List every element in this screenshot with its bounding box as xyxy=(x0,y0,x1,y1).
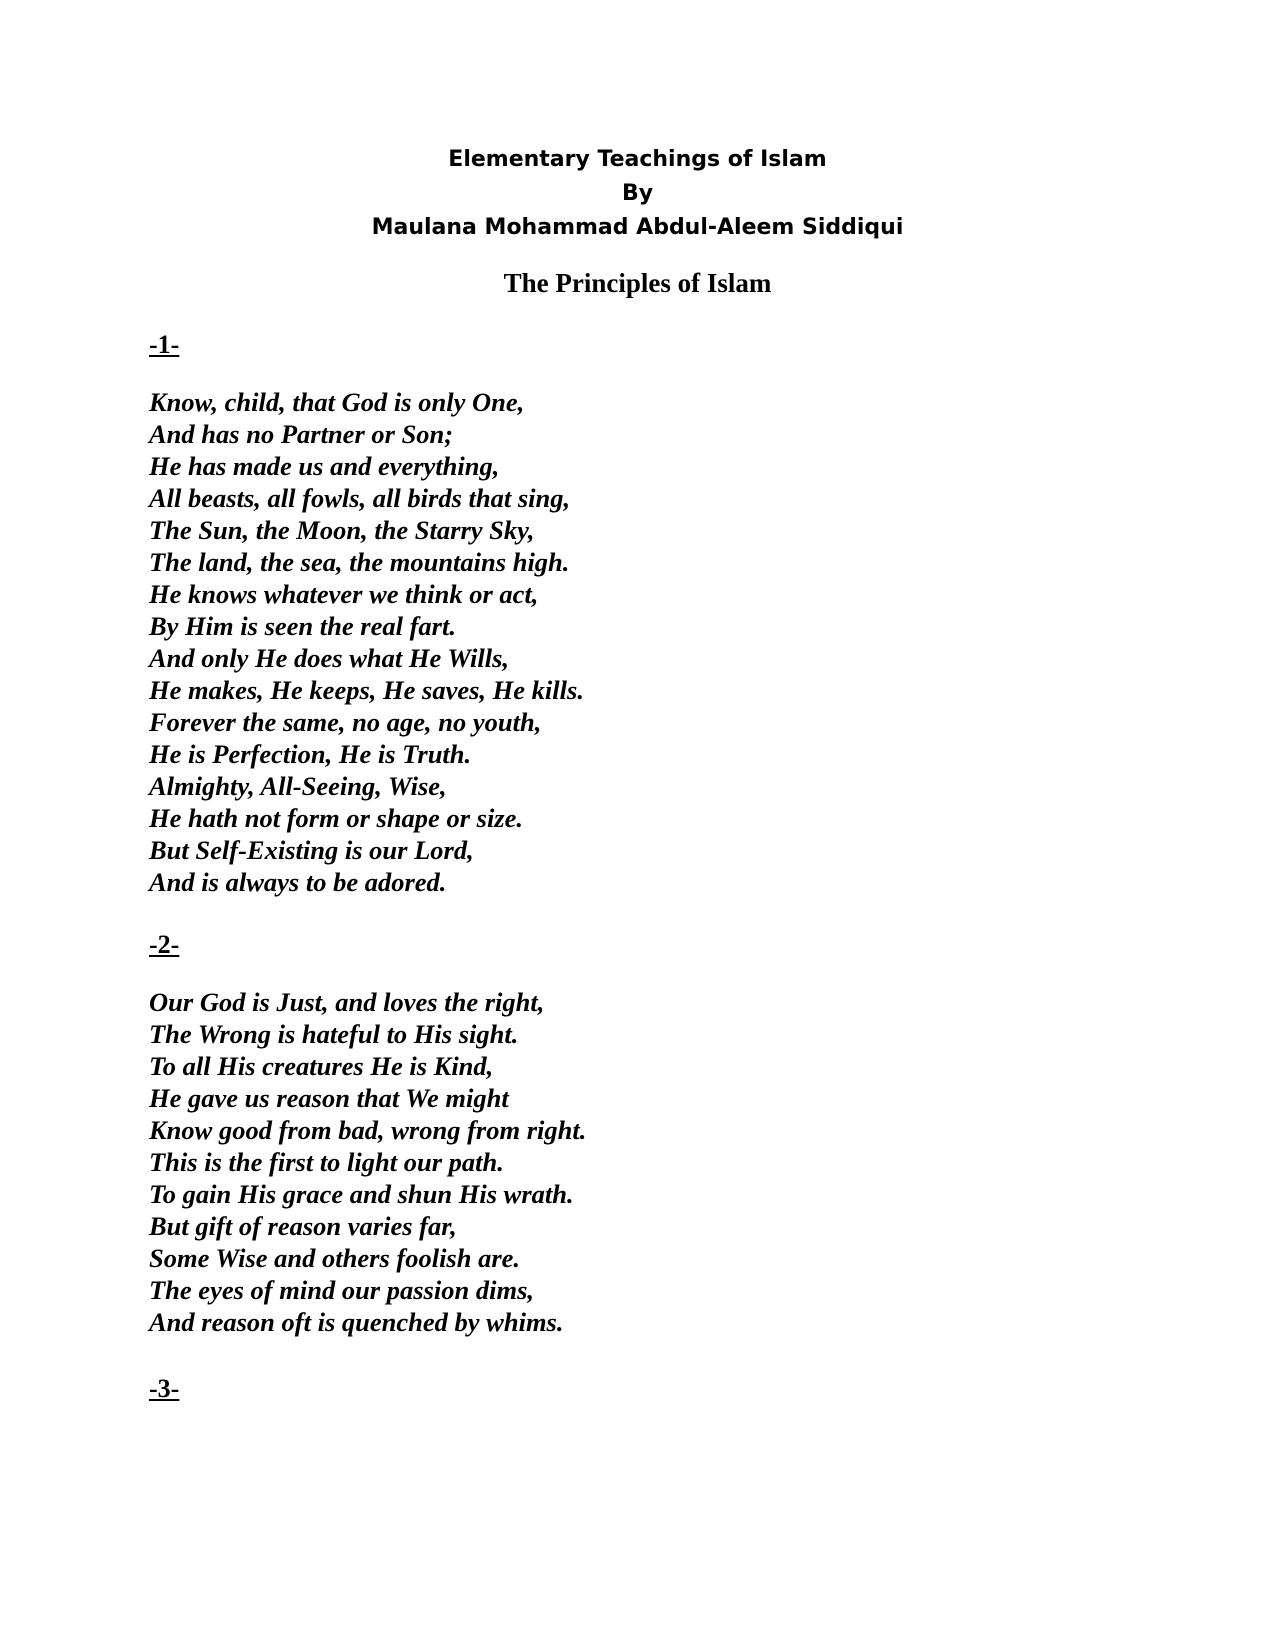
verse-line: He has made us and everything, xyxy=(149,451,500,481)
verse-line: And only He does what He Wills, xyxy=(149,643,510,673)
section-number-1: -1- xyxy=(149,330,180,359)
verse-line: And has no Partner or Son; xyxy=(149,419,454,449)
verse-line: The eyes of mind our passion dims, xyxy=(149,1275,535,1305)
verse-line: To all His creatures He is Kind, xyxy=(149,1051,494,1081)
verse-line: And reason oft is quenched by whims. xyxy=(149,1307,564,1337)
verse-line: The Sun, the Moon, the Starry Sky, xyxy=(149,515,535,545)
author-name: Maulana Mohammad Abdul-Aleem Siddiqui xyxy=(371,215,904,240)
verse-line: To gain His grace and shun His wrath. xyxy=(149,1179,574,1209)
verse-line: He gave us reason that We might xyxy=(149,1083,509,1113)
verse-line: He is Perfection, He is Truth. xyxy=(149,739,472,769)
verse-line: He hath not form or shape or size. xyxy=(149,803,524,833)
verse-line: Forever the same, no age, no youth, xyxy=(149,707,542,737)
byline: By xyxy=(621,181,654,206)
document-title: Elementary Teachings of Islam xyxy=(448,147,827,172)
verse-line: But Self-Existing is our Lord, xyxy=(149,835,474,865)
verse-line: Know, child, that God is only One, xyxy=(149,387,525,417)
verse-line: The land, the sea, the mountains high. xyxy=(149,547,570,577)
verse-line: But gift of reason varies far, xyxy=(149,1211,457,1241)
stanza-2 xyxy=(149,986,586,1338)
verse-line: Our God is Just, and loves the right, xyxy=(149,987,545,1017)
verse-line: He makes, He keeps, He saves, He kills. xyxy=(149,675,584,705)
verse-line: Some Wise and others foolish are. xyxy=(149,1243,521,1273)
verse-line: All beasts, all fowls, all birds that sing, xyxy=(149,483,571,513)
verse-line: The Wrong is hateful to His sight. xyxy=(149,1019,519,1049)
document-header xyxy=(0,143,1275,245)
verse-line: Almighty, All-Seeing, Wise, xyxy=(149,771,447,801)
section-number-3: -3- xyxy=(149,1374,180,1403)
stanza-1 xyxy=(149,386,584,898)
verse-line: And is always to be adored. xyxy=(149,867,447,897)
section-heading: The Principles of Islam xyxy=(503,268,772,298)
verse-line: Know good from bad, wrong from right. xyxy=(149,1115,587,1145)
verse-line: This is the first to light our path. xyxy=(149,1147,504,1177)
verse-line: By Him is seen the real fart. xyxy=(149,611,456,641)
section-number-2: -2- xyxy=(149,930,180,959)
verse-line: He knows whatever we think or act, xyxy=(149,579,539,609)
